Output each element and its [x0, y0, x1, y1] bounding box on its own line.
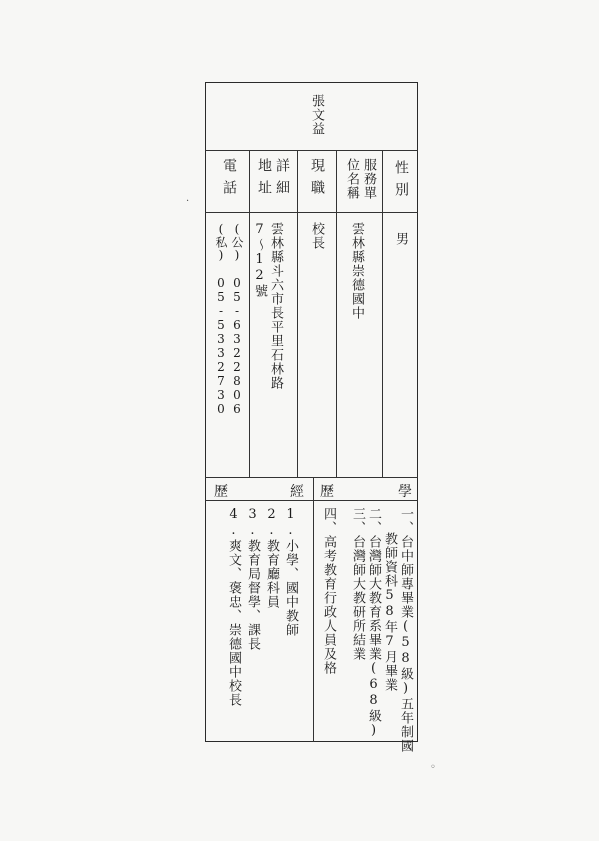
- position-value: 校長: [309, 222, 324, 250]
- unit-value: 雲林縣崇德國中: [349, 222, 364, 320]
- experience-item: 3.教育局督學、課長: [245, 507, 260, 651]
- experience-header-right: 經: [290, 484, 304, 500]
- scan-speck: ◦: [430, 762, 436, 773]
- address-label-1: 詳細: [274, 158, 290, 202]
- gender-value: 男: [393, 232, 408, 246]
- label-row-divider: [205, 212, 418, 213]
- education-item: 教師資科58年7月畢業: [382, 532, 397, 692]
- phone-label: 電話: [221, 158, 237, 202]
- history-column-divider: [313, 477, 314, 742]
- education-item: 四、高考教育行政人員及格: [321, 507, 336, 675]
- phone-private: (私) 05-5332730: [214, 222, 228, 416]
- unit-label-2: 位名稱: [344, 158, 359, 200]
- position-label: 現職: [309, 158, 325, 202]
- education-header-left: 歷: [320, 484, 334, 500]
- section-divider: [205, 477, 418, 478]
- unit-label-1: 服務單: [361, 158, 376, 200]
- address-label-2: 地址: [256, 158, 272, 202]
- education-item: 三、台灣師大教研所結業: [350, 507, 365, 661]
- experience-item: 4.爽文、褒忠、崇德國中校長: [226, 507, 241, 707]
- education-item: 二、台灣師大教育系畢業(68級): [366, 507, 381, 739]
- phone-office: (公) 05-6322806: [230, 222, 244, 416]
- column-divider-1: [382, 150, 383, 477]
- education-header-right: 學: [398, 484, 412, 500]
- name-row-divider: [205, 150, 418, 151]
- column-divider-4: [249, 150, 250, 477]
- address-value-2: 7～12號: [252, 222, 267, 298]
- person-name: 張文益: [309, 94, 324, 136]
- column-divider-2: [336, 150, 337, 477]
- gender-label: 性別: [393, 160, 409, 204]
- address-value-1: 雲林縣斗六市長平里石林路: [268, 222, 283, 390]
- experience-item: 1.小學、國中教師: [283, 507, 298, 637]
- experience-header-left: 歷: [214, 484, 228, 500]
- experience-item: 2.教育廳科員: [264, 507, 279, 609]
- scan-speck: ·: [186, 196, 190, 207]
- history-header-divider: [205, 500, 418, 501]
- education-item: 一、台中師專畢業(58級)五年制國: [398, 507, 413, 753]
- column-divider-3: [297, 150, 298, 477]
